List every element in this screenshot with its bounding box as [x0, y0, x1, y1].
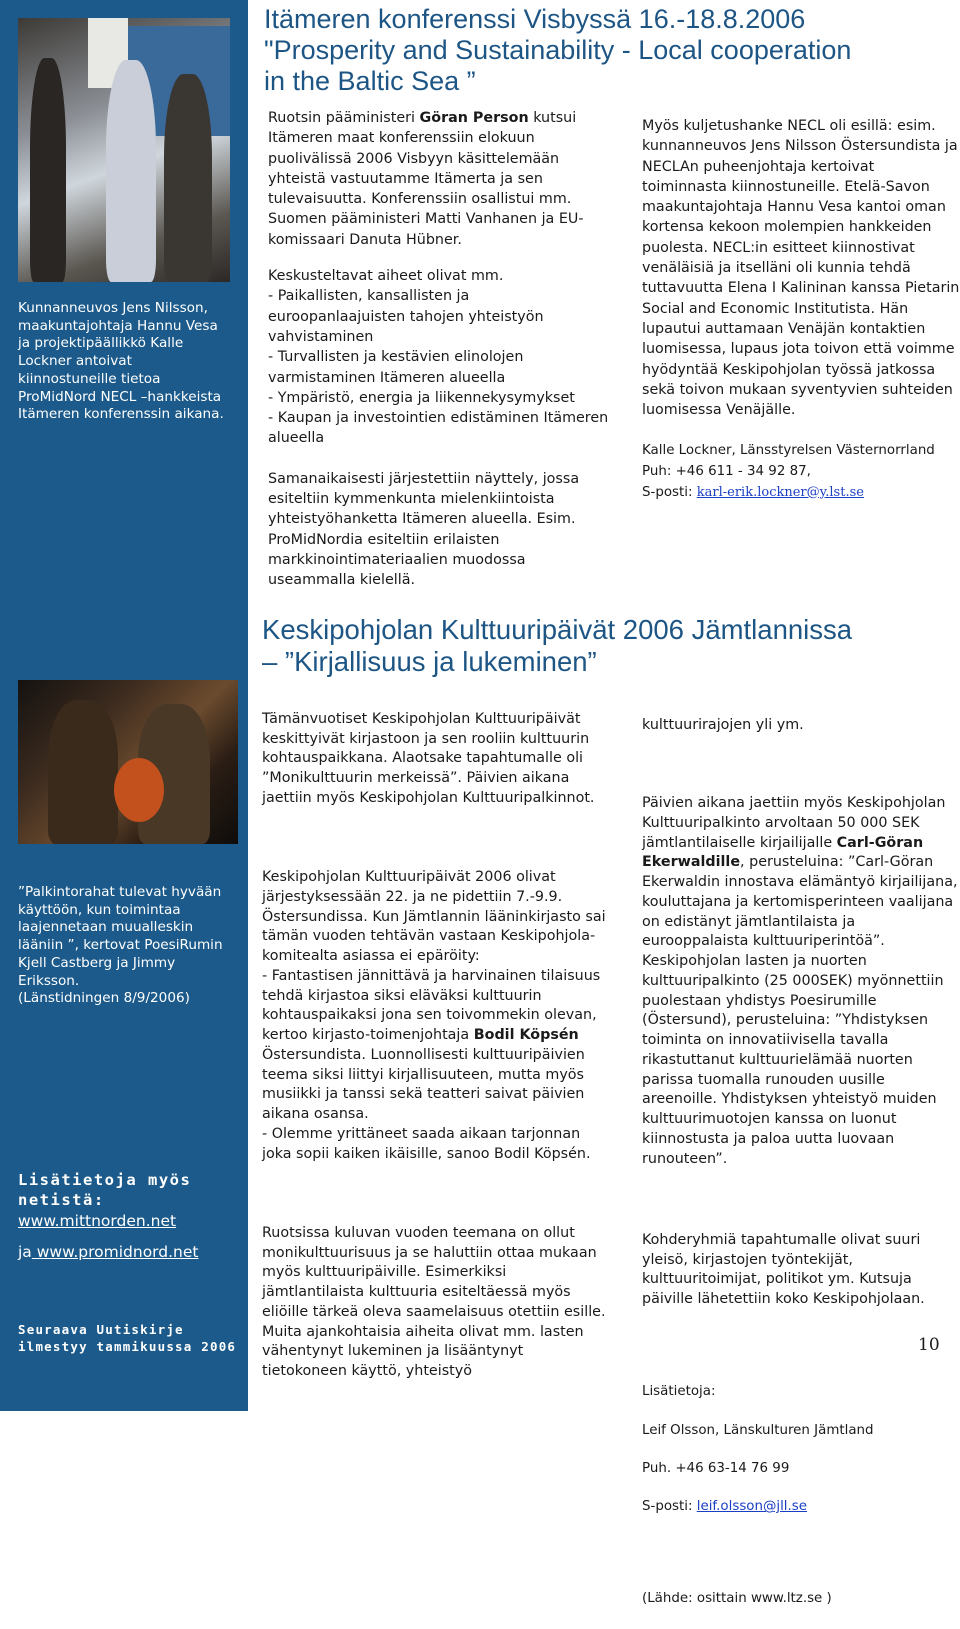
topic-2: - Turvallisten ja kestävien elinolojen varmistaminen Itämeren alueella — [268, 349, 524, 386]
contact-email-row-2: S-posti: leif.olsson@jll.se — [642, 1499, 807, 1515]
contact-phone: Puh: +46 611 - 34 92 87, — [642, 464, 811, 480]
photo-caption-2 — [18, 884, 233, 1008]
contact-name: Kalle Lockner, Länsstyrelsen Västernorrland — [642, 443, 935, 459]
target-groups-paragraph: Kohderyhmiä tapahtumalle olivat suuri yleisö, kirjastojen työntekijät, kulttuuritoimijat, politikot ym. Kutsuja päiville lähetettiin koko Keskipohjolaan. — [642, 1231, 925, 1307]
caption-2-source: (Länstidningen 8/9/2006) — [18, 990, 190, 1007]
article-2-title-line-1: Keskipohjolan Kulttuuripäivät 2006 Jämtlannissa — [262, 614, 853, 645]
article-2-column-1 — [262, 690, 608, 1402]
contact-phone-2: Puh. +46 63-14 76 99 — [642, 1460, 790, 1476]
photo-caption-1: Kunnanneuvos Jens Nilsson, maakuntajohtaja Hannu Vesa ja projektipäällikkö Kalle Lockner antoivat kiinnostuneille tietoa ProMidNord NECL –hankkeista Itämeren konferenssin aikana. — [18, 300, 224, 423]
contact-email-link[interactable]: karl-erik.lockner@y.lst.se — [696, 484, 864, 500]
article-2-title — [262, 614, 952, 678]
multiculture-paragraph: Ruotsissa kuluvan vuoden teemana on ollut monikulttuurisuus ja se haluttiin ottaa mukaan myös kulttuuripäiville. Esimerkiksi jämtlantilaista kulttuuria esiteltäessä myös eliöille tärkeä oleva saamelaisuus otettiin esille. Muita ajankohtaisia aiheita olivat mm. lasten vähentynyt lukeminen ja lisääntynyt tietokoneen käyttö, yhteistyö — [262, 1224, 606, 1379]
culture-days-intro: Tämänvuotiset Keskipohjolan Kulttuuripäivät keskittyivät kirjastoon ja sen rooliin kulttuurin kohtauspaikkana. Alaotsake tapahtumalle oli ”Monikulttuurin merkeissä”. Päivien aikana jaettiin myös Keskipohjolan Kulttuuripalkinnot. — [262, 710, 595, 806]
next-issue-note: Seuraava Uutiskirje ilmestyy tammikuussa 2006 — [18, 1322, 237, 1354]
award-paragraph: Päivien aikana jaettiin myös Keskipohjolan Kulttuuripalkinto arvoltaan 50 000 SEK jämtlantilaiselle kirjailijalle Carl-Göran Ekerwaldille, perusteluina: ”Carl-Göran Ekerwaldin innostava elämäntyö kirjailijana, kouluttajana ja kertomisperinteen vaalijana on edistänyt jämtlantilaista ja eurooppalaista kulttuuriperintöä”. Keskipohjolan lasten ja nuorten kulttuuripalkinto (25 000SEK) myönnettiin puolestaan yhdistys Poesirumille (Östersund), perusteluina: ”Yhdistyksen toiminta on innovatiivisella tavalla rikastuttanut kulttuurielämää nuorten parissa tuomalla runouden uusille areenoille. Yhdistyksen yhteistyö muiden kulttuurimuotojen kanssa on luonut kiinnostusta ja paloa uutta luovaan runouteen”. — [642, 795, 958, 1167]
source-note: (Lähde: osittain www.ltz.se ) — [642, 1591, 832, 1607]
article-1-title-line-3: in the Baltic Sea ” — [264, 66, 476, 96]
article-2-title-line-2: – ”Kirjallisuus ja lukeminen” — [262, 646, 597, 677]
article-1-title-line-2: "Prosperity and Sustainability - Local cooperation — [264, 35, 852, 65]
more-info-links — [18, 1210, 198, 1263]
link-prefix: ja — [18, 1243, 32, 1261]
name-bodil-kopsen: Bodil Köpsén — [473, 1027, 579, 1043]
conference-photo — [18, 18, 230, 282]
topic-4: - Kaupan ja investointien edistäminen Itämeren alueella — [268, 410, 609, 447]
contact-email-link-2[interactable]: leif.olsson@jll.se — [696, 1499, 807, 1515]
caption-2-text: ”Palkintorahat tulevat hyvään käyttöön, kun toimintaa laajennetaan muualleskin lääniin ”, kertovat PoesiRumin Kjell Castberg ja Jimmy Eriksson. — [18, 884, 223, 989]
contact-email-row: S-posti: karl-erik.lockner@y.lst.se — [642, 484, 864, 500]
exhibition-paragraph: Samanaikaisesti järjestettiin näyttely, jossa esiteltiin kymmenkunta mielenkiintoista yhteistyöhanketta Itämeren alueella. Esim. ProMidNordia esiteltiin erilaisten markkinointimateriaalien muodossa useammalla kielellä. — [268, 470, 580, 589]
article-1-intro: Ruotsin pääministeri Göran Person kutsui Itämeren maat konferenssiin elokuun puolivälissä 2006 Visbyyn käsittelemään yhteistä vastuutamme Itämerta ja sen tulevaisuutta. Konferenssiin osallistui mm. Suomen pääministeri Matti Vanhanen ja EU-komissaari Danuta Hübner. — [268, 110, 584, 248]
article-2-column-2 — [642, 696, 960, 1629]
continued-text: kulttuurirajojen yli ym. — [642, 716, 804, 733]
link-mittnorden[interactable]: www.mittnorden.net — [18, 1212, 177, 1230]
page-number: 10 — [918, 1335, 940, 1355]
name-goran-person: Göran Person — [419, 110, 529, 126]
name-ekerwald: Carl-Göran Ekerwaldille — [642, 834, 924, 871]
article-1-title-line-1: Itämeren konferenssi Visbyssä 16.-18.8.2006 — [264, 4, 806, 34]
topics-intro: Keskusteltavat aiheet olivat mm. — [268, 268, 504, 285]
contact-name-2: Leif Olsson, Länskulturen Jämtland — [642, 1422, 874, 1438]
contact-label: Lisätietoja: — [642, 1384, 716, 1400]
flower-bouquet — [114, 758, 164, 822]
more-info-heading: Lisätietoja myös netistä: — [18, 1171, 192, 1209]
article-1-column-2 — [642, 116, 960, 502]
culture-days-details: Keskipohjolan Kulttuuripäivät 2006 olivat järjestyksessään 22. ja ne pidettiin 7.-9.9. Östersundissa. Kun Jämtlannin lääninkirjasto sai tämän vuoden tehtävän vastaan Keskipohjola-komitealta asiassa ei epäröity: - Fantastisen jännittävä ja harvinainen tilaisuus tehdä kirjastoa siksi eläväksi kulttuurin kohtauspaikaksi jona sen toivommekin olevan, kertoo kirjasto-toimenjohtaja Bodil Köpsén Östersundista. Luonnollisesti kulttuuripäivien teema siksi liittyi kirjallisuuteen, mutta myös musiikki ja tanssi sekä teatteri saivat päivien aikana osansa. - Olemme yrittäneet saada aikaan tarjonnan joka sopii kaiken ikäisille, sanoo Bodil Köpsén. — [262, 869, 606, 1162]
necl-paragraph: Myös kuljetushanke NECL oli esillä: esim. kunnanneuvos Jens Nilsson Östersundista ja NECLAn puheenjohtaja kertoivat toiminnasta kiinnostuneille. Etelä-Savon maakuntajohtaja Hannu Vesa kantoi oman kortensa kekoon molempien hankkeiden puolesta. NECL:in esitteet kiinnostivat venäläisiä ja itsellänі oli kunnia tehdä tuttavuutta Elena I Kalininan kanssa Pietarin Social and Economic Institutista. Hän lupautui auttamaan Venäjän kontaktien luomisessa, lupaus jota toivon että voimme hyödyntää Keskipohjolan työssä jatkossa sekä toivon mukaan syventyvien suhteiden luomisessa Venäjälle. — [642, 118, 960, 419]
topic-3: - Ympäristö, energia ja liikennekysymykset — [268, 389, 575, 406]
link-promidnord[interactable]: www.promidnord.net — [31, 1243, 199, 1261]
topic-1: - Paikallisten, kansallisten ja euroopanlaajuisten tahojen yhteistyön vahvistaminen — [268, 288, 544, 345]
article-1-column-1 — [268, 108, 610, 591]
article-1-title — [264, 4, 954, 97]
sidebar — [0, 0, 248, 1411]
award-photo — [18, 680, 238, 844]
